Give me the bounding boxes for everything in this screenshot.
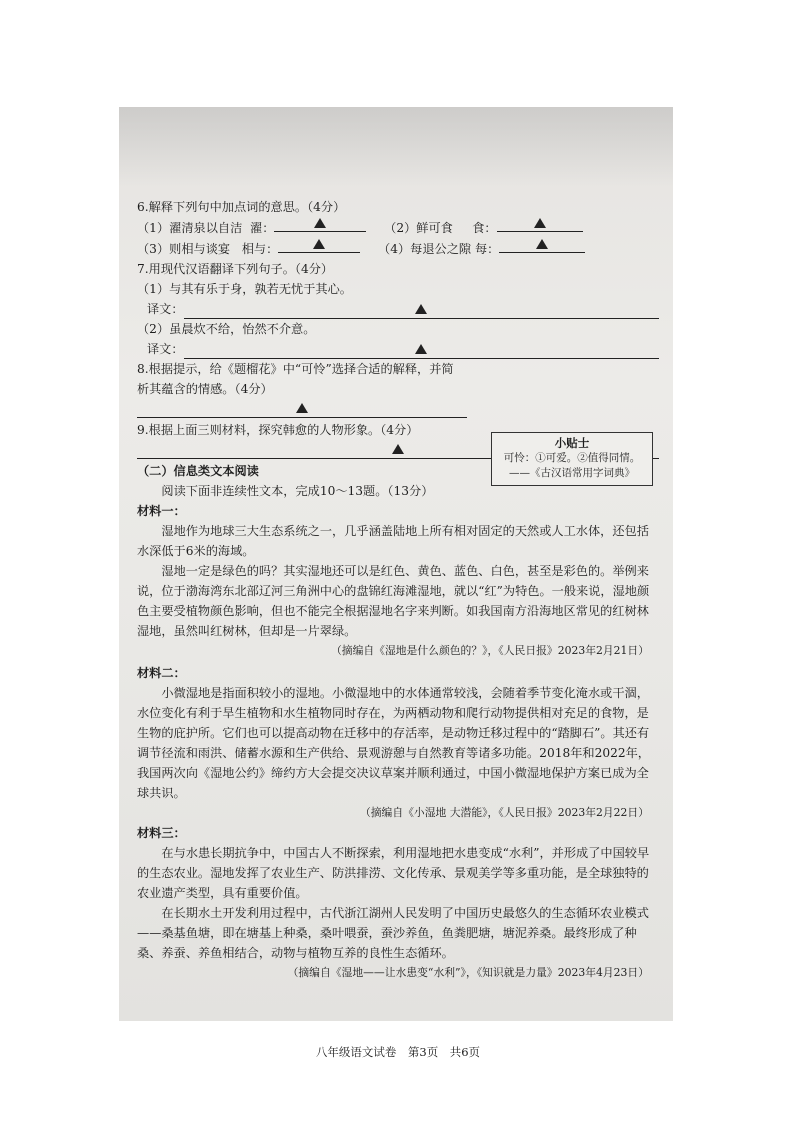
material-1-source: （摘编自《湿地是什么颜色的？》，《人民日报》2023年2月21日） <box>330 644 649 657</box>
q7-answer-2 <box>137 339 659 359</box>
q9-title: 9.根据上面三则材料，探究韩愈的人物形象。（4分） <box>137 423 419 437</box>
tips-title: 小贴士 <box>554 436 590 450</box>
q6-item-4-word: 每： <box>474 242 500 256</box>
answer-line[interactable] <box>184 300 659 319</box>
triangle-icon <box>313 239 325 249</box>
material-2-label: 材料二： <box>137 666 186 680</box>
answer-blank[interactable] <box>274 217 366 232</box>
q7-sentence-1: （1）与其有乐于身，孰若无忧于其心。 <box>137 282 352 296</box>
q6-row-2 <box>137 238 659 259</box>
q7-sentence-2: （2）虽晨炊不给，怡然不介意。 <box>137 322 316 336</box>
answer-blank[interactable] <box>499 238 585 253</box>
answer-blank[interactable] <box>497 217 583 232</box>
section-intro: 阅读下面非连续性文本，完成10～13题。（13分） <box>161 484 434 498</box>
photographed-page <box>119 107 673 1059</box>
triangle-icon <box>296 403 308 413</box>
q6-item-3-word: 相与： <box>241 242 279 256</box>
q7-title: 7.用现代汉语翻译下列句子。（4分） <box>137 262 334 276</box>
tips-line-2: ——《古汉语常用字词典》 <box>509 467 635 479</box>
answer-blank[interactable] <box>278 238 360 253</box>
q6-row-1 <box>137 217 659 238</box>
material-1-paragraph-1: 湿地作为地球三大生态系统之一，几乎涵盖陆地上所有相对固定的天然或人工水体，还包括水深低于6米的海域。 <box>137 524 649 558</box>
q6-item-4-label: （4）每退公之隙 <box>378 242 472 256</box>
q6-item-3-label: （3）则相与谈宴 <box>137 242 231 256</box>
material-1-label: 材料一： <box>137 504 186 518</box>
triangle-icon <box>415 344 427 354</box>
exam-content <box>137 197 659 1059</box>
section-heading: （二）信息类文本阅读 <box>137 464 259 478</box>
q6-item-2-word: 食： <box>472 221 497 235</box>
q6-item-1-label: （1）濯清泉以自洁 <box>137 221 243 235</box>
material-3-label: 材料三： <box>137 826 186 840</box>
q6-title: 6.解释下列句中加点词的意思。（4分） <box>137 200 346 214</box>
triangle-icon <box>392 444 404 454</box>
q8-line-2: 析其蕴含的情感。（4分） <box>137 382 273 396</box>
material-3-source: （摘编自《湿地——让水患变“水利”》，《知识就是力量》2023年4月23日） <box>287 966 649 979</box>
tips-line-1: 可怜：①可爱。②值得同情。 <box>503 452 641 464</box>
q6-item-1-word: 濯： <box>250 221 275 235</box>
material-2-paragraph-1: 小微湿地是指面积较小的湿地。小微湿地中的水体通常较浅，会随着季节变化淹水或干涸，水位变化有利于旱生植物和水生植物同时存在，为两栖动物和爬行动物提供相对充足的食物，是生物的庇护所。它们也可以提高动物在迁移中的存活率，是动物迁移过程中的“踏脚石”。其还有调节径流和雨洪、储蓄水源和生产供给、景观游憩与自然教育等诸多功能。2018年和2022年，我国两次向《湿地公约》缔约方大会提交决议草案并顺利通过，中国小微湿地保护方案已成为全球共识。 <box>137 686 650 800</box>
answer-line[interactable] <box>184 340 659 359</box>
triangle-icon <box>536 239 548 249</box>
q6-item-2-label: （2）鲜可食 <box>384 221 453 235</box>
material-2-source: （摘编自《小湿地 大潜能》，《人民日报》2023年2月22日） <box>359 806 649 819</box>
tips-box <box>491 432 653 486</box>
triangle-icon <box>415 304 427 314</box>
material-3-paragraph-1: 在与水患长期抗争中，中国古人不断探索，利用湿地把水患变成“水利”，并形成了中国较早的生态农业。湿地发挥了农业生产、防洪排涝、文化传承、景观美学等多重功能，是全球独特的农业遗产类型，具有重要价值。 <box>137 846 650 900</box>
translation-label: 译文： <box>147 302 184 316</box>
triangle-icon <box>314 218 326 228</box>
q7-answer-1 <box>137 299 659 319</box>
material-3-paragraph-2: 在长期水土开发利用过程中，古代浙江湖州人民发明了中国历史最悠久的生态循环农业模式——桑基鱼塘，即在塘基上种桑，桑叶喂蚕，蚕沙养鱼，鱼粪肥塘，塘泥养桑。最终形成了种桑、养蚕、养鱼相结合，动物与植物互养的良性生态循环。 <box>137 906 649 960</box>
material-1-paragraph-2: 湿地一定是绿色的吗？其实湿地还可以是红色、黄色、蓝色、白色，甚至是彩色的。举例来说，位于渤海湾东北部辽河三角洲中心的盘锦红海滩湿地，就以“红”为特色。一般来说，湿地颜色主要受植物颜色影响，但也不能完全根据湿地名字来判断。如我国南方沿海地区常见的红树林湿地，虽然叫红树林，但却是一片翠绿。 <box>137 564 650 638</box>
q8-answer-line[interactable] <box>137 399 467 418</box>
translation-label: 译文： <box>147 342 184 356</box>
page-footer: 八年级语文试卷 第3页 共6页 <box>315 1045 481 1059</box>
triangle-icon <box>534 218 546 228</box>
q8-line-1: 8.根据提示，给《题榴花》中“可怜”选择合适的解释，并简 <box>137 362 454 376</box>
